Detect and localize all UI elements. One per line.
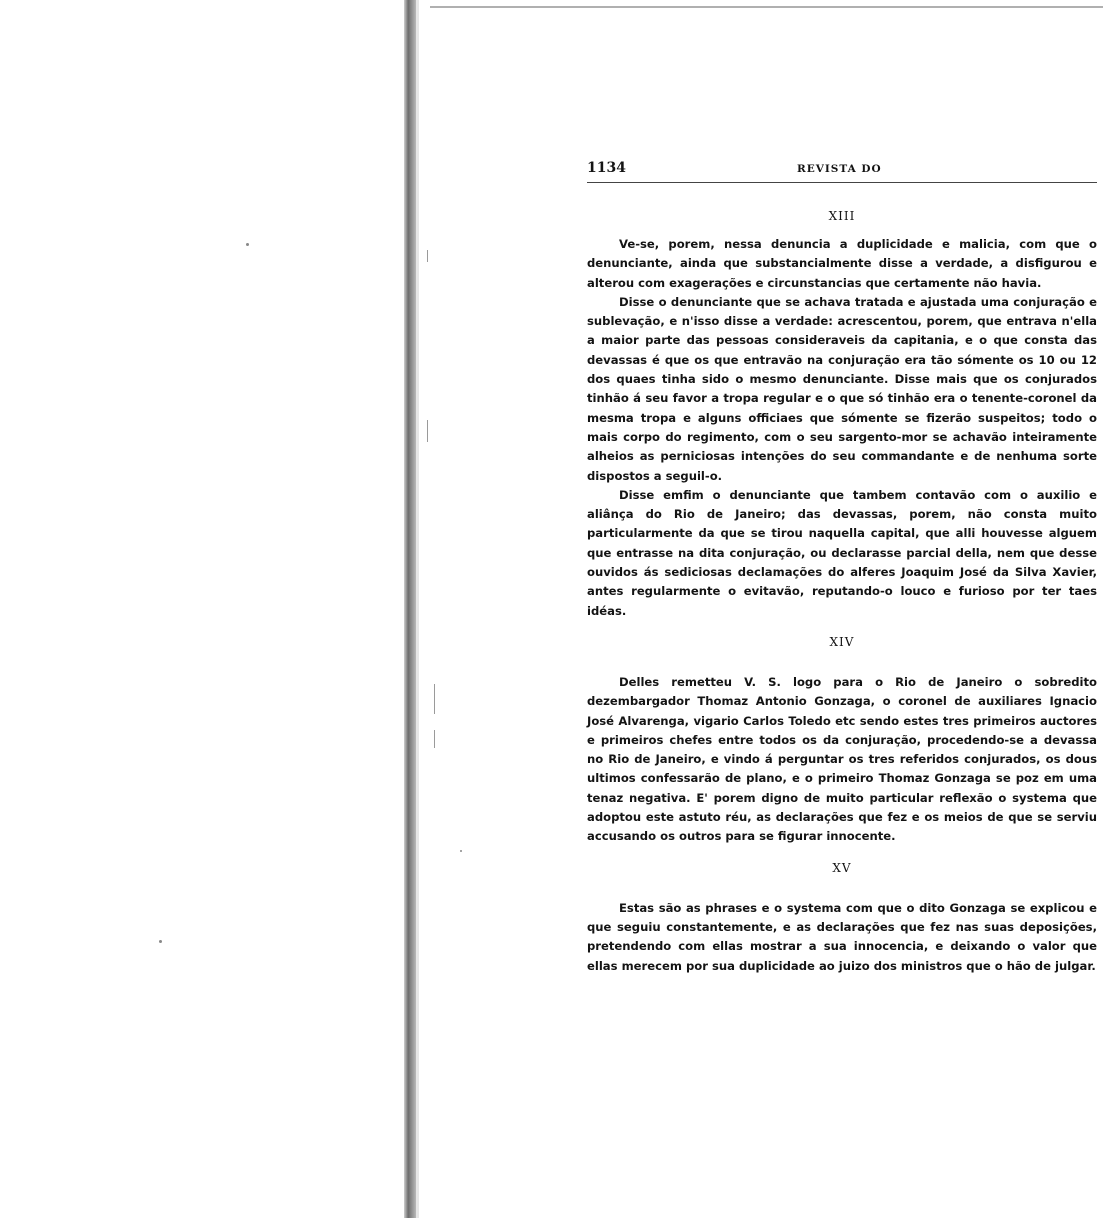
scan-mark [434,684,435,714]
scan-mark [427,250,428,262]
section-xiii [587,209,1097,621]
paragraph: Ve-se, porem, nessa denuncia a duplicidade e malicia, com que o denunciante, ainda que substancialmente disse a verdade, a disfigurou e alterou com exagerações e circunstancias que certamente não havia. [587,237,1097,290]
scan-mark [434,730,435,748]
scan-speck [460,850,462,852]
book-page [587,158,1097,990]
section-heading: XIII [828,209,856,223]
page-top-edge [430,6,1103,8]
paragraph: Estas são as phrases e o systema com que o dito Gonzaga se explicou e que seguiu constantemente, e as declarações que fez nas suas deposições, pretendendo com ellas mostrar a sua innocencia, e deixando o valor que ellas merecem por sua duplicidade ao juizo dos ministros que o hão de julgar. [587,900,1097,973]
paragraph: Disse emfim o denunciante que tambem contavão com o auxilio e aliânça do Rio de Janeiro; das devassas, porem, não consta muito particularmente da que se tirou naquella capital, que alli houvesse alguem que entrasse na dita conjuração, ou declarasse parcial della, nem que desse ouvidos ás sediciosas declamações do alferes Joaquim José da Silva Xavier, antes regularmente o evitavão, reputando-o louco e furioso por ter taes idéas. [587,487,1097,618]
book-gutter [404,0,416,1218]
section-heading: XV [832,860,852,875]
scan-speck [246,243,249,246]
section-heading: XIV [829,634,855,649]
running-head [587,158,1097,182]
paragraph: Disse o denunciante que se achava tratada e ajustada uma conjuração e sublevação, e n'isso disse a verdade: acrescentou, porem, que entrava n'ella a maior parte das pessoas consideraveis da capitania, e o que consta das devassas é que os que entravão na conjuração era tão sómente os 10 ou 12 dos quaes tinha sido o mesmo denunciante. Disse mais que os conjurados tinhão á seu favor a tropa regular e o que só tinhão era o tenente-coronel da mesma tropa e alguns officiaes que sómente se fizerão suspeitos; todo o mais corpo do regimento, com o seu sargento-mor se achavão inteiramente alheios as perniciosas intenções do seu commandante e de nenhuma sorte dispostos a seguil-o. [587,294,1097,483]
section-xiv [587,635,1097,847]
scan-speck [159,940,162,943]
page-number: 1134 [587,160,626,176]
header-rule [587,182,1097,183]
journal-title: REVISTA DO [797,163,882,175]
scan-mark [427,420,428,442]
section-xv [587,861,1097,976]
gutter-edge [416,0,419,1218]
paragraph: Delles remetteu V. S. logo para o Rio de Janeiro o sobredito dezembargador Thomaz Antonio Gonzaga, o coronel de auxiliares Ignacio José Alvarenga, vigario Carlos Toledo etc sendo estes tres primeiros auctores e primeiros chefes entre todos os da conjuração, procedendo-se a devassa no Rio de Janeiro, e vindo á perguntar os tres referidos conjurados, os dous ultimos confessarão de plano, e o primeiro Thomaz Gonzaga se poz em uma tenaz negativa. E' porem digno de muito particular reflexão o systema que adoptou este astuto réu, as declarações que fez e os meios de que se serviu accusando os outros para se figurar innocente. [587,674,1097,844]
